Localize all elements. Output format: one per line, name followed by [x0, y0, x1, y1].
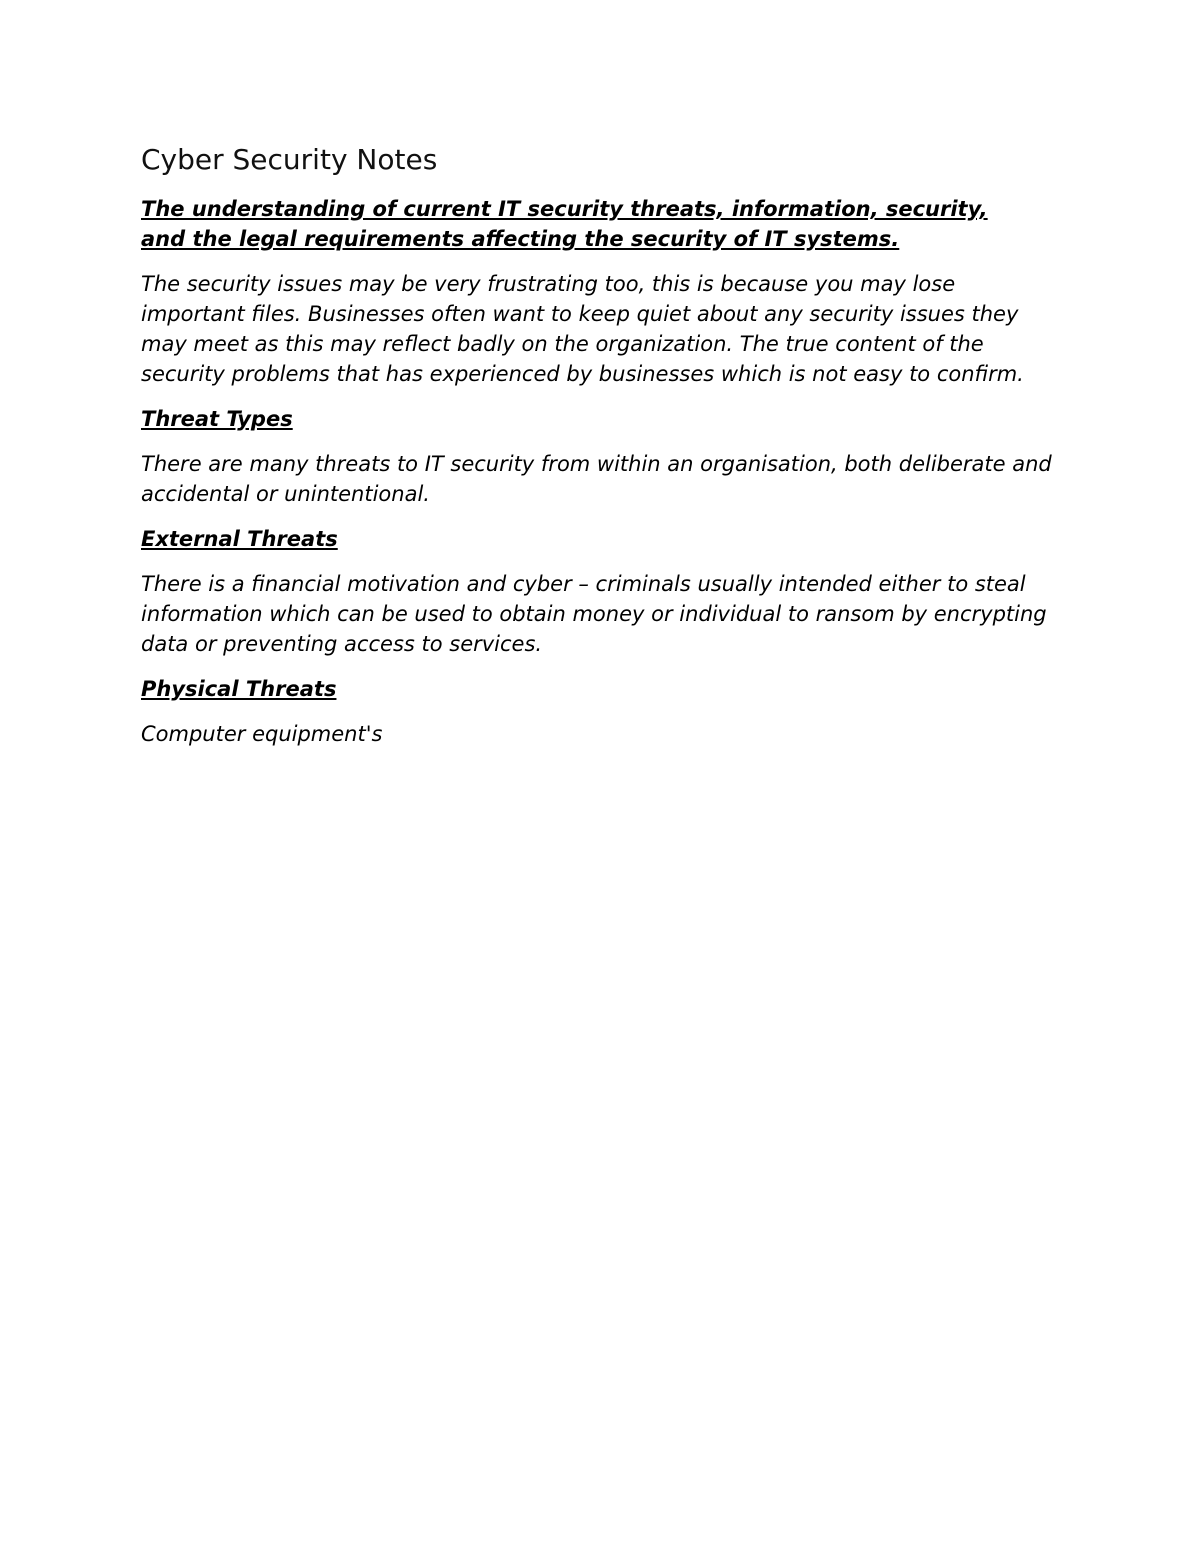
section-heading-physical-threats: Physical Threats [141, 677, 337, 701]
section-heading-external-threats: External Threats [141, 527, 338, 551]
section-text-external-threats: There is a financial motivation and cyber – criminals usually intended either to steal information which can be used to obtain money or individual to ransom by encrypting data or preventing access to services. [141, 572, 1047, 656]
page-title: Cyber Security Notes [141, 143, 438, 176]
section-text-physical-threats: Computer equipment's [141, 722, 383, 746]
intro-paragraph: The security issues may be very frustrating too, this is because you may lose important files. Businesses often want to keep quiet about any security issues they may meet as this may reflect badly on the organization. The true content of the security problems that has experienced by businesses which is not easy to confirm. [141, 272, 1024, 386]
section-text-threat-types: There are many threats to IT security from within an organisation, both deliberate and accidental or unintentional. [141, 452, 1052, 506]
document-body [141, 140, 1061, 764]
intro-heading: The understanding of current IT security threats, information, security, and the legal requirements affecting the security of IT systems. [141, 197, 988, 251]
section-heading-threat-types: Threat Types [141, 407, 293, 431]
